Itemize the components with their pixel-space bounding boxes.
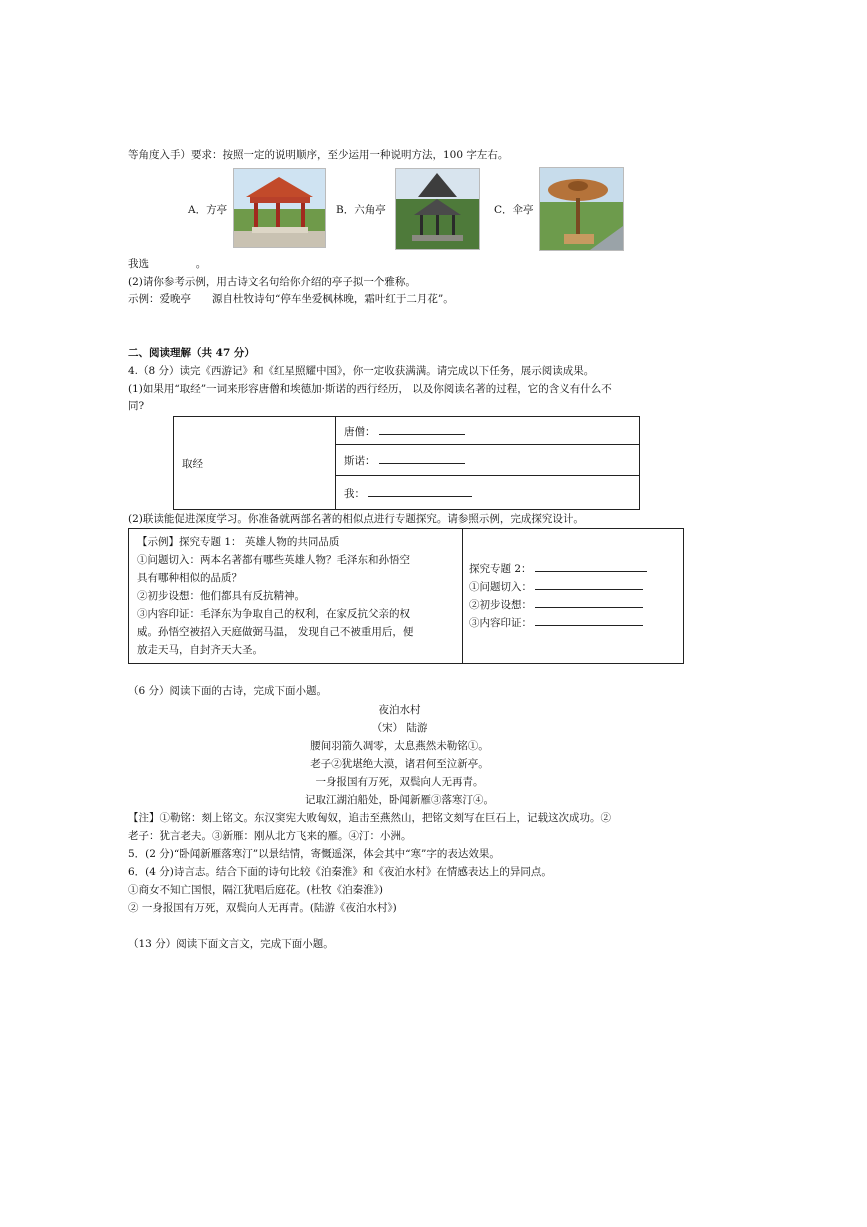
table-row-snow bbox=[336, 445, 640, 476]
table-row-tangseng bbox=[336, 417, 640, 445]
topic2-item-label: ②初步设想： bbox=[469, 599, 532, 611]
option-c-label: C．伞亭 bbox=[494, 204, 534, 216]
topic2-item bbox=[469, 596, 677, 614]
topic2-item bbox=[469, 578, 677, 596]
example-box-line: 【示例】探究专题 1： 英雄人物的共同品质 bbox=[137, 536, 340, 548]
notes-line2: 老子：犹言老夫。③新雁：刚从北方飞来的雁。④汀：小洲。 bbox=[128, 830, 412, 842]
topic2-item-blank[interactable] bbox=[535, 614, 643, 626]
example-line: 示例：爱晚亭 源自杜牧诗句“停车坐爱枫林晚，霜叶红于二月花”。 bbox=[128, 293, 454, 305]
topic2-item-label: ③内容印证： bbox=[469, 617, 532, 629]
example-box-line: 威。孙悟空被招入天庭做弼马温， 发现自己不被重用后，便 bbox=[137, 626, 414, 638]
umbrella-pavilion-photo bbox=[539, 167, 624, 251]
q4-1-line2: 同? bbox=[128, 400, 145, 412]
quJing-cell: 取经 bbox=[174, 417, 336, 510]
q4-2: (2)联读能促进深度学习。你准备就两部名著的相似点进行专题探究。请参照示例，完成探究设计。 bbox=[128, 513, 584, 525]
topic2-box bbox=[463, 529, 684, 664]
q5: 5．(2 分)“卧闻新雁落寒汀”以景结情，寄慨遥深，体会其中“寒”字的表达效果。 bbox=[128, 848, 500, 860]
poem-line: 老子②犹堪绝大漠，诸君何至泣新亭。 bbox=[310, 758, 489, 770]
notes-line1: 【注】①勒铭：刻上铭文。东汉窦宪大败匈奴，追击至燕然山，把铭文刻写在巨石上，记载这次成功。② bbox=[128, 812, 611, 824]
example-box bbox=[129, 529, 463, 664]
example-box-line: 具有哪种相似的品质？ bbox=[137, 572, 242, 584]
topic2-title: 探究专题 2： bbox=[469, 563, 532, 575]
quJing-table bbox=[173, 416, 640, 510]
q2-prompt: (2)请你参考示例，用古诗文名句给你介绍的亭子拟一个雅称。 bbox=[128, 276, 416, 288]
inquiry-table bbox=[128, 528, 684, 664]
poem-line: 腰间羽箭久凋零，太息燕然未勒铭①。 bbox=[310, 740, 489, 752]
square-pavilion-photo bbox=[233, 168, 326, 248]
q6: 6．(4 分)诗言志。结合下面的诗句比较《泊秦淮》和《夜泊水村》在情感表达上的异同点。 bbox=[128, 866, 552, 878]
q4-1-line1: (1)如果用“取经”一词来形容唐僧和埃德加·斯诺的西行经历， 以及你阅读名著的过程，它的含义有什么不 bbox=[128, 383, 612, 395]
choose-line bbox=[128, 257, 206, 271]
me-label: 我： bbox=[344, 487, 365, 500]
option-a-label: A．方亭 bbox=[188, 204, 228, 216]
q6-line1: ①商女不知亡国恨，隔江犹唱后庭花。(杜牧《泊秦淮》) bbox=[128, 884, 383, 896]
example-box-line: ②初步设想：他们都具有反抗精神。 bbox=[137, 590, 305, 602]
poem-intro: （6 分）阅读下面的古诗，完成下面小题。 bbox=[128, 685, 328, 697]
example-box-line: 放走天马，自封齐天大圣。 bbox=[137, 644, 263, 656]
table-row-me bbox=[336, 476, 640, 510]
topic2-item-blank[interactable] bbox=[535, 596, 643, 608]
choose-label: 我选 bbox=[128, 258, 149, 270]
poem-title: 夜泊水村 bbox=[378, 704, 421, 716]
topic2-item-blank[interactable] bbox=[535, 578, 643, 590]
example-box-line: ①问题切入：两本名著都有哪些英雄人物？毛泽东和孙悟空 bbox=[137, 554, 410, 566]
snow-blank[interactable] bbox=[379, 452, 465, 464]
tangseng-blank[interactable] bbox=[379, 423, 465, 435]
intro-line: 等角度入手）要求：按照一定的说明顺序，至少运用一种说明方法，100 字左右。 bbox=[128, 149, 509, 161]
choose-end: 。 bbox=[195, 258, 207, 270]
poem-line: 记取江湖泊船处，卧闻新雁③落寒汀④。 bbox=[305, 794, 494, 806]
hexagonal-pavilion-photo bbox=[395, 168, 480, 250]
example-box-line: ③内容印证：毛泽东为争取自己的权利，在家反抗父亲的权 bbox=[137, 608, 410, 620]
poem-line: 一身报国有万死，双鬓向人无再青。 bbox=[315, 776, 484, 788]
q4-intro: 4.（8 分）读完《西游记》和《红星照耀中国》，你一定收获满满。请完成以下任务，展示阅读成果。 bbox=[128, 365, 595, 377]
prose-intro: （13 分）阅读下面文言文，完成下面小题。 bbox=[128, 938, 334, 950]
tangseng-label: 唐僧： bbox=[344, 425, 376, 438]
section-title: 二、阅读理解（共 47 分） bbox=[128, 347, 255, 359]
topic2-item bbox=[469, 614, 677, 632]
topic2-title-row bbox=[469, 560, 677, 578]
topic2-title-blank[interactable] bbox=[535, 560, 647, 572]
poem-author: （宋） 陆游 bbox=[371, 722, 428, 734]
me-blank[interactable] bbox=[368, 485, 472, 497]
option-b-label: B．六角亭 bbox=[336, 204, 386, 216]
snow-label: 斯诺： bbox=[344, 455, 376, 467]
topic2-item-label: ①问题切入： bbox=[469, 581, 532, 593]
q6-line2: ② 一身报国有万死，双鬓向人无再青。(陆游《夜泊水村》) bbox=[128, 902, 397, 914]
